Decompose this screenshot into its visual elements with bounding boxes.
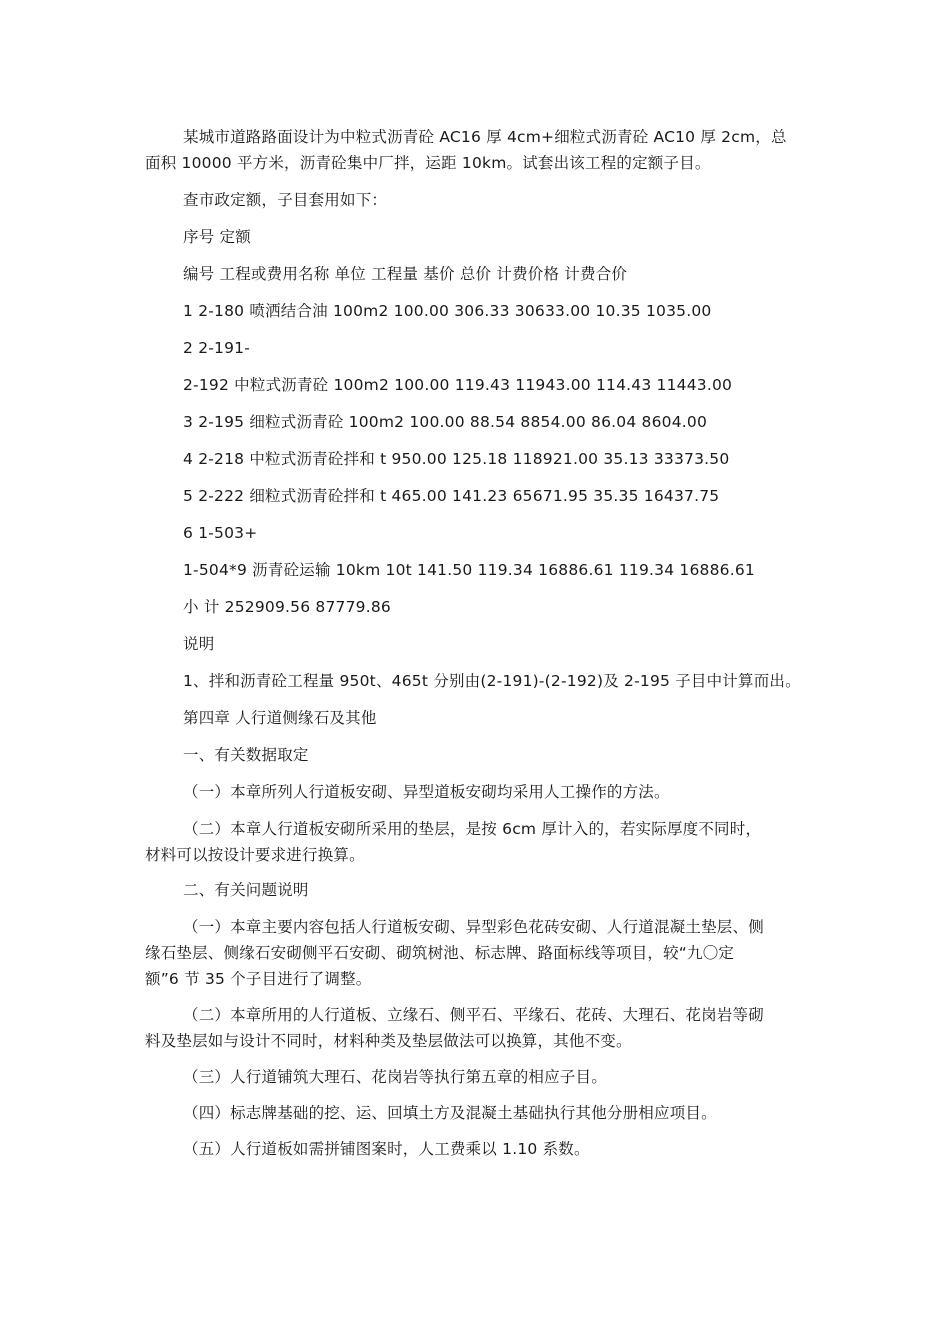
table-row: 6 1-503+ (183, 524, 258, 542)
section-2-title: 二、有关问题说明 (183, 881, 309, 899)
subtotal-row: 小 计 252909.56 87779.86 (183, 598, 391, 616)
intro-line-2: 面积 10000 平方米，沥青砼集中厂拌，运距 10km。试套出该工程的定额子目。 (145, 154, 711, 172)
section-2-item-4: （四）标志牌基础的挖、运、回填土方及混凝土基础执行其他分册相应项目。 (183, 1104, 717, 1122)
section-1-item-1: （一）本章所列人行道板安砌、异型道板安砌均采用人工操作的方法。 (183, 783, 670, 801)
table-row: 2 2-191- (183, 339, 251, 357)
note-title: 说明 (183, 635, 215, 653)
table-row: 2-192 中粒式沥青砼 100m2 100.00 119.43 11943.00 114.43 11443.00 (183, 376, 733, 394)
table-row: 4 2-218 中粒式沥青砼拌和 t 950.00 125.18 118921.00 35.13 33373.50 (183, 450, 730, 468)
intro-line-1: 某城市道路路面设计为中粒式沥青砼 AC16 厚 4cm+细粒式沥青砼 AC10 厚 2cm，总 (183, 128, 787, 146)
table-header-1: 序号 定额 (183, 228, 251, 246)
section-2-item-1-line-1: （一）本章主要内容包括人行道板安砌、异型彩色花砖安砌、人行道混凝土垫层、侧 (183, 918, 764, 936)
section-2-item-1-line-3: 额”6 节 35 个子目进行了调整。 (145, 970, 372, 988)
section-1-title: 一、有关数据取定 (183, 746, 309, 764)
section-2-item-3: （三）人行道铺筑大理石、花岗岩等执行第五章的相应子目。 (183, 1068, 607, 1086)
section-2-item-5: （五）人行道板如需拼铺图案时，人工费乘以 1.10 系数。 (183, 1140, 590, 1158)
section-2-item-1-line-2: 缘石垫层、侧缘石安砌侧平石安砌、砌筑树池、标志牌、路面标线等项目，较“九〇定 (145, 944, 735, 962)
section-2-item-2-line-1: （二）本章所用的人行道板、立缘石、侧平石、平缘石、花砖、大理石、花岗岩等砌 (183, 1006, 764, 1024)
table-row: 1 2-180 喷洒结合油 100m2 100.00 306.33 30633.00 10.35 1035.00 (183, 302, 712, 320)
section-1-item-2-line-1: （二）本章人行道板安砌所采用的垫层，是按 6cm 厚计入的，若实际厚度不同时， (183, 820, 762, 838)
table-header-2: 编号 工程或费用名称 单位 工程量 基价 总价 计费价格 计费合价 (183, 265, 628, 283)
note-item-1: 1、拌和沥青砼工程量 950t、465t 分别由(2-191)-(2-192)及 2-195 子目中计算而出。 (183, 672, 801, 690)
table-row: 3 2-195 细粒式沥青砼 100m2 100.00 88.54 8854.00 86.04 8604.00 (183, 413, 708, 431)
section-1-item-2-line-2: 材料可以按设计要求进行换算。 (145, 846, 365, 864)
lookup-text: 查市政定额，子目套用如下： (183, 191, 388, 209)
table-row: 1-504*9 沥青砼运输 10km 10t 141.50 119.34 16886.61 119.34 16886.61 (183, 561, 755, 579)
section-2-item-2-line-2: 料及垫层如与设计不同时，材料种类及垫层做法可以换算，其他不变。 (145, 1032, 632, 1050)
chapter-title: 第四章 人行道侧缘石及其他 (183, 709, 377, 727)
table-row: 5 2-222 细粒式沥青砼拌和 t 465.00 141.23 65671.95 35.35 16437.75 (183, 487, 720, 505)
